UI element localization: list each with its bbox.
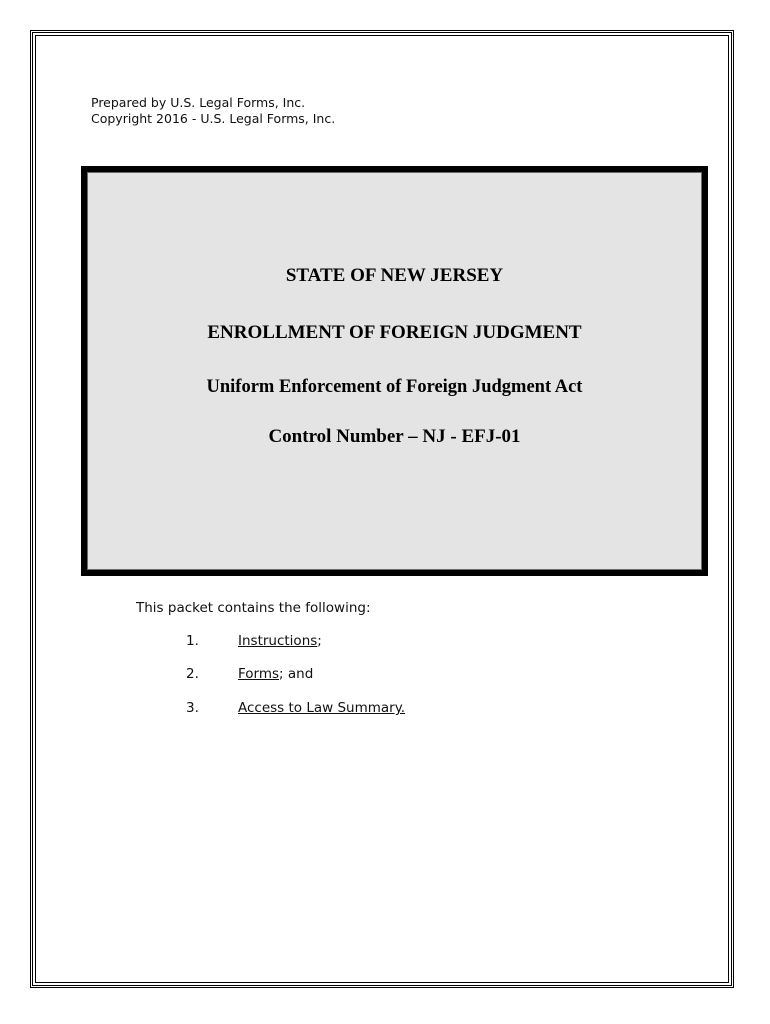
list-item-number: 3. (186, 700, 199, 716)
control-number: Control Number – NJ - EFJ-01 (268, 426, 521, 447)
law-summary-link[interactable]: Access to Law Summary. (238, 700, 406, 716)
preparer-notice (91, 95, 335, 127)
instructions-link[interactable]: Instructions (238, 633, 318, 649)
document-title: ENROLLMENT OF FOREIGN JUDGMENT (207, 322, 582, 343)
list-item-suffix: ; (317, 633, 322, 649)
prepared-by-text: Prepared by U.S. Legal Forms, Inc. (91, 95, 306, 110)
list-item-suffix: ; and (279, 666, 314, 682)
list-item-text (238, 666, 313, 682)
list-item-number: 2. (186, 666, 199, 682)
contents-intro: This packet contains the following: (136, 600, 371, 616)
forms-link[interactable]: Forms (238, 666, 280, 682)
copyright-text: Copyright 2016 - U.S. Legal Forms, Inc. (91, 111, 336, 126)
title-box (81, 166, 708, 576)
state-heading: STATE OF NEW JERSEY (285, 265, 504, 286)
list-item-number: 1. (186, 633, 199, 649)
list-item-text (238, 700, 405, 716)
act-name: Uniform Enforcement of Foreign Judgment Act (206, 377, 583, 397)
list-item-text (238, 633, 322, 649)
